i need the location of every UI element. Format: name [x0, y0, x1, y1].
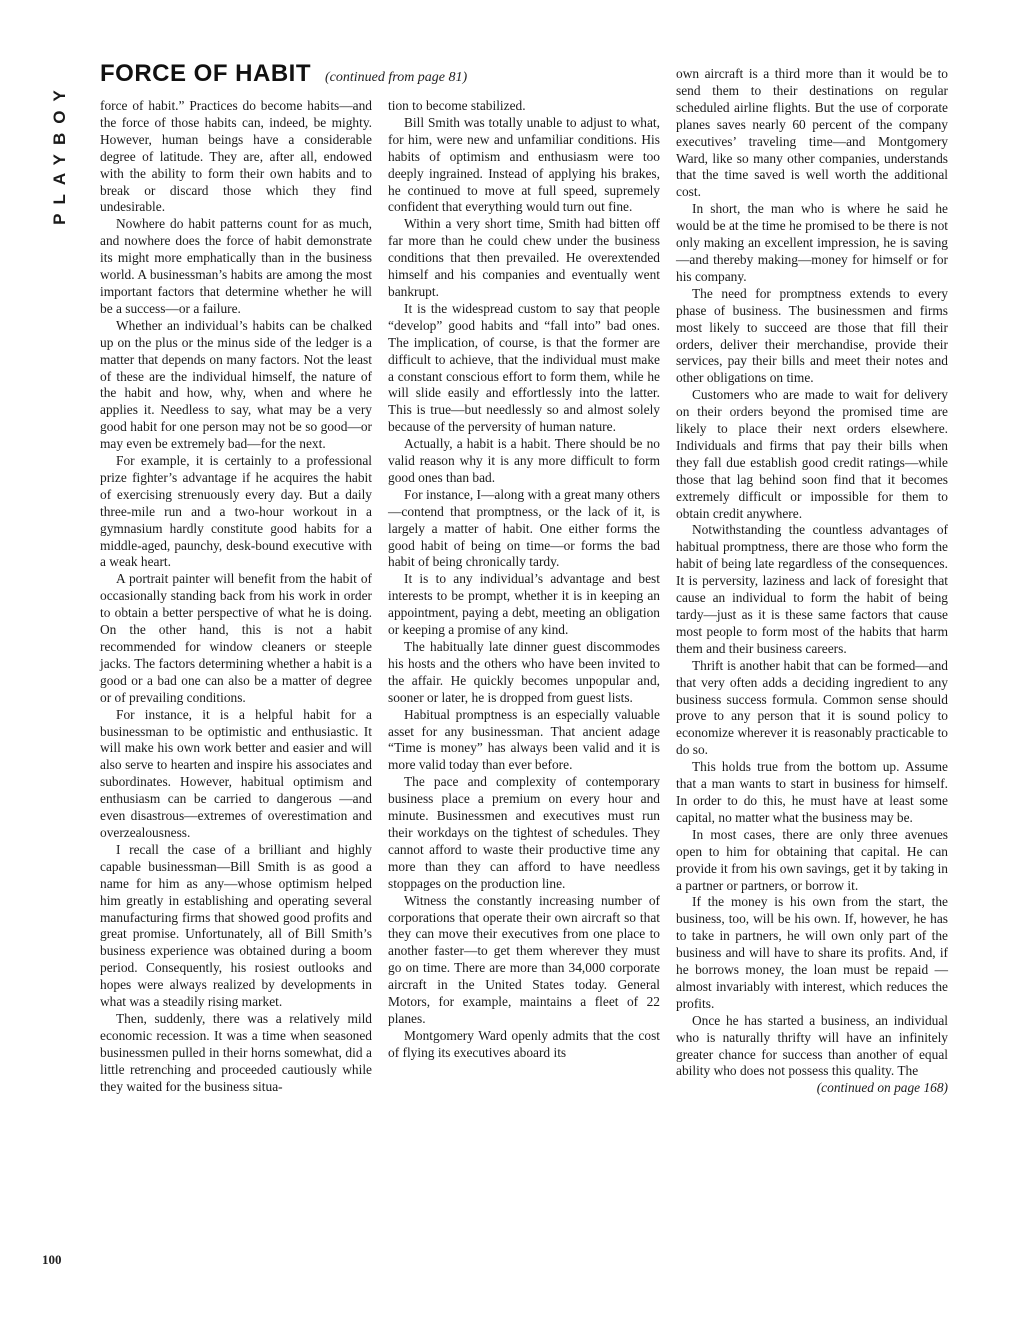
paragraph: Actually, a habit is a habit. There should be no valid reason why it is any more difficult to form good ones than bad.: [388, 436, 660, 485]
paragraph: force of habit.” Practices do become habits—and the force of those habits can, indeed, be mighty. However, human beings have a considerable degree of latitude. They are, after all, endowed with the ability to form their own habits and to break or discard those which they find undesirable.: [100, 98, 372, 215]
paragraph: Customers who are made to wait for delivery on their orders beyond the promised time are likely to place their next orders elsewhere. Individuals and firms that pay their bills when they fall due establish good credit ratings—while those that lag behind soon find that it becomes extremely difficult or impossible for them to obtain credit anywhere.: [676, 387, 948, 521]
paragraph: Thrift is another habit that can be formed—and that very often adds a deciding ingredient to any business success formula. Common sense should prove to any person that it is sound policy to economize wherever it is reasonably practicable to do so.: [676, 657, 948, 758]
continued-from-note: (continued from page 81): [325, 70, 468, 85]
paragraph: The pace and complexity of contemporary business place a premium on every hour and minute. Businessmen and executives must run their workdays on the tightest of schedules. They cannot afford to waste their productive time any more than they can afford to have needless stoppages on the production line.: [388, 774, 660, 891]
paragraph: Within a very short time, Smith had bitten off far more than he could chew under the business conditions that then prevailed. He overextended himself and his companies and eventually went bankrupt.: [388, 216, 660, 299]
column-1: [100, 98, 372, 1280]
paragraph: For instance, it is a helpful habit for a businessman to be optimistic and enthusiastic. It will make his own work better and easier and will also serve to hearten and inspire his associates and subordinates. However, habitual optimism and enthusiasm can be carried to dangerous —and even disastrous—extremes of overestimation and overzealousness.: [100, 706, 372, 840]
paragraph: The habitually late dinner guest discommodes his hosts and the others who have been invited to the affair. He quickly becomes unpopular and, sooner or later, he is dropped from guest lists.: [388, 639, 660, 705]
paragraph: For instance, I—along with a great many others—contend that promptness, or the lack of it, is largely a matter of habit. One either forms the good habit of being on time—or forms the bad habit of being chronically tardy.: [388, 486, 660, 570]
paragraph: Bill Smith was totally unable to adjust to what, for him, were new and unfamiliar conditions. His habits of optimism and enthusiasm were too deeply ingrained. Instead of applying his brakes, he continued to move at full speed, supremely confident that everything would turn out fine.: [388, 114, 660, 215]
page-number: 100: [42, 1252, 62, 1267]
paragraph: It is to any individual’s advantage and best interests to be prompt, whether it is in keeping an appointment, paying a debt, meeting an obligation or keeping a promise of any kind.: [388, 571, 660, 638]
paragraph: Then, suddenly, there was a relatively mild economic recession. It was a time when seasoned businessmen pulled in their horns somewhat, did a little retrenching and proceeded cautiously while they waited for the business situa-: [100, 1010, 372, 1094]
paragraph: This holds true from the bottom up. Assume that a man wants to start in business for himself. In order to do this, he must have at least some capital, no matter what the business may be.: [676, 759, 948, 825]
paragraph: I recall the case of a brilliant and highly capable businessman—Bill Smith is as good a name for him as any—whose optimism helped him greatly in establishing and operating several manufacturing firms that showed good profits and great promise. Unfortunately, all of Bill Smith’s business experience was obtained during a boom period. Consequently, his rosiest outlooks and hopes were always realized by developments in what was a steadily rising market.: [100, 841, 372, 1010]
column-2: [388, 98, 660, 1280]
paragraph: In most cases, there are only three avenues open to him for obtaining that capital. He can provide it from his own savings, get it by taking in a partner or partners, or borrow it.: [676, 826, 948, 893]
paragraph: Witness the constantly increasing number of corporations that operate their own aircraft so that they can move their executives from one place to another faster—to get them wherever they must go on time. There are more than 34,000 corporate aircraft in the United States today. General Motors, for example, maintains a fleet of 22 planes.: [388, 892, 660, 1026]
paragraph: The need for promptness extends to every phase of business. The businessmen and firms most likely to succeed are those that fill their orders, deliver their merchandise, provide their services, pay their bills and meet their notes and other obligations on time.: [676, 285, 948, 386]
continued-on-note: (continued on page 168): [816, 1080, 948, 1096]
paragraph: Whether an individual’s habits can be chalked up on the plus or the minus side of the ledger is a matter that depends on many factors. Not the least of these are the individual himself, the nature of the habit and how, why, when and where he applies it. Needless to say, what may be a very good habit for one person may not be so good—or may even be extremely bad—for the next.: [100, 317, 372, 452]
paragraph: Montgomery Ward openly admits that the cost of flying its executives aboard its: [388, 1027, 660, 1060]
paragraph: It is the widespread custom to say that people “develop” good habits and “fall into” bad ones. The implication, of course, is that the former are difficult to achieve, that the individual must make a constant conscious effort to form them, while he will slide easily and effortlessly into the latter. This is true—but needlessly so and almost solely because of the perversity of human nature.: [388, 300, 660, 435]
magazine-name: PLAYBOY: [50, 81, 69, 225]
paragraph: Notwithstanding the countless advantages of habitual promptness, there are those who form the habit of being late regardless of the consequences. It is perversity, laziness and lack of foresight that cause an individual to form the habit of being tardy—just as it is these same factors that cause most people to form most of the habits that harm them and their business careers.: [676, 522, 948, 656]
paragraph: own aircraft is a third more than it would be to send them to their destinations on regular scheduled airline flights. But the use of corporate planes saves nearly 60 percent of the company executives’ traveling time—and Montgomery Ward, like so many other companies, understands that the time saved is well worth the additional cost.: [676, 66, 948, 200]
magazine-sidebar: [42, 58, 78, 248]
paragraph: If the money is his own from the start, the business, too, will be his own. If, however, he has to take in partners, he will own only part of the business and will have to share its profits. And, if he borrows money, the loan must be repaid —almost invariably with interest, which reduces the profits.: [676, 894, 948, 1011]
paragraph: Nowhere do habit patterns count for as much, and nowhere does the force of habit demonstrate its might more emphatically than in the business world. A businessman’s habits are among the most important factors that determine whether he will be a success—or a failure.: [100, 216, 372, 316]
column-3: [676, 66, 948, 1280]
paragraph: A portrait painter will benefit from the habit of occasionally standing back from his work in order to obtain a better perspective of what he is doing. On the other hand, this is not a habit recommended for window cleaners or steeple jacks. The factors determining whether a habit is a good or a bad one can also be a matter of degree or of prevailing conditions.: [100, 571, 372, 705]
paragraph: Once he has started a business, an individual who is naturally thrifty will have an infinitely greater chance for success than another of equal ability who does not possess this quality. The: [676, 1012, 948, 1079]
paragraph: For example, it is certainly to a professional prize fighter’s advantage if he acquires the habit of exercising strenuously every day. But a daily three-mile run and a two-hour workout in a gymnasium hardly constitute good habits for a middle-aged, paunchy, desk-bound executive with a weak heart.: [100, 453, 372, 570]
article-title: FORCE OF HABIT: [100, 60, 311, 87]
article-header: [100, 60, 660, 94]
paragraph: Habitual promptness is an especially valuable asset for any businessman. That ancient adage “Time is money” has always been valid and it is more valid today than ever before.: [388, 706, 660, 773]
paragraph: In short, the man who is where he said he would be at the time he promised to be there is not only making an excellent impression, he is saving—and thereby making—money for himself or for his company.: [676, 201, 948, 284]
paragraph: tion to become stabilized.: [388, 98, 526, 113]
